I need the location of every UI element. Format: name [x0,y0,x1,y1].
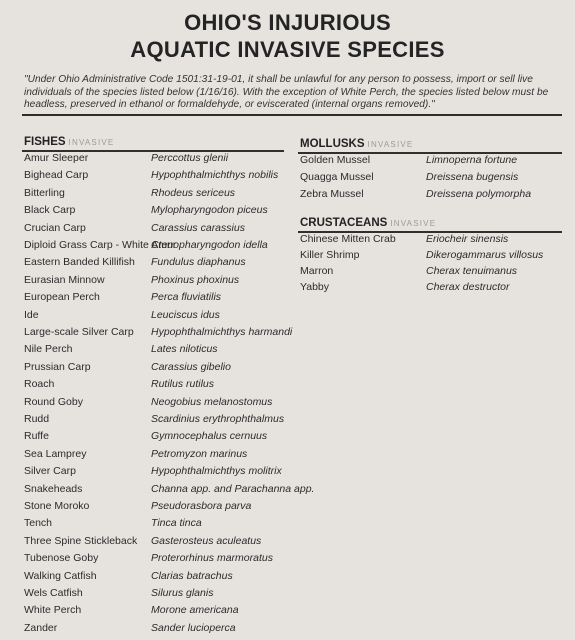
crustaceans-heading-name: CRUSTACEANS [300,217,388,229]
scientific-name: Perccottus glenii [151,152,229,164]
scientific-name: Rutilus rutilus [151,378,215,391]
common-name: Golden Mussel [300,154,371,166]
scientific-name: Lates niloticus [151,343,218,356]
common-name: Bitterling [24,186,65,199]
scientific-name: Cherax destructor [426,281,510,293]
scientific-name: Proterorhinus marmoratus [151,552,273,565]
common-name: Chinese Mitten Crab [300,233,396,245]
common-name: Snakeheads [24,482,83,495]
scientific-name: Eriocheir sinensis [426,233,509,245]
common-name: Roach [24,378,55,391]
crustaceans-heading-tag: INVASIVE [390,219,437,228]
common-name: Large-scale Silver Carp [24,326,134,338]
scientific-name: Leuciscus idus [151,308,220,321]
common-name: Ide [24,308,39,321]
common-name: Quagga Mussel [300,170,374,183]
scientific-name: Cherax tenuimanus [426,265,518,277]
scientific-name: Clarias batrachus [151,569,233,582]
mollusks-heading [300,138,413,150]
scientific-name: Limnoperna fortune [426,154,518,166]
mollusks-heading-tag: INVASIVE [367,140,414,149]
common-name: European Perch [24,291,100,304]
common-name: Yabby [300,281,329,293]
common-name: Sea Lamprey [24,447,87,460]
page-title-line-1: OHIO'S INJURIOUS [184,10,391,35]
common-name: Zebra Mussel [300,187,364,200]
scientific-name: Gymnocephalus cernuus [151,430,268,443]
common-name: Wels Catfish [24,587,83,599]
common-name: Diploid Grass Carp - White Amur [24,239,177,251]
common-name: Black Carp [24,204,76,217]
common-name: Bighead Carp [24,169,89,182]
scientific-name: Dreissena polymorpha [426,187,532,200]
common-name: Tubenose Goby [24,552,99,565]
scientific-name: Morone americana [151,604,239,617]
scientific-name: Petromyzon marinus [151,447,248,460]
common-name: Three Spine Stickleback [24,534,138,547]
fishes-heading-tag: INVASIVE [68,138,115,147]
common-name: Amur Sleeper [24,152,89,164]
common-name: Eastern Banded Killifish [24,256,135,269]
scientific-name: Rhodeus sericeus [151,186,236,199]
scientific-name: Gasterosteus aculeatus [151,534,262,547]
scientific-name: Mylopharyngodon piceus [151,204,268,217]
scientific-name: Ctenopharyngodon idella [151,239,268,251]
scientific-name: Sander lucioperca [151,621,236,634]
scientific-name: Fundulus diaphanus [151,256,246,269]
fishes-heading [24,136,114,148]
scientific-name: Carassius gibelio [151,360,231,373]
common-name: Ruffe [24,430,49,443]
regulation-quote: "Under Ohio Administrative Code 1501:31-19-01, it shall be unlawful for any person to possess, import or sell live individuals of the species listed below (1/16/16). With the exception of White Perch, the species listed below must be headless, preserved in ethanol or formaldehyde, or eviscerated (internal organs removed)." [24,74,549,111]
scientific-name: Neogobius melanostomus [151,395,273,408]
common-name: Round Goby [24,395,83,408]
scientific-name: Phoxinus phoxinus [151,273,240,286]
scientific-name: Hypophthalmichthys harmandi [151,326,293,338]
common-name: White Perch [24,604,82,617]
scientific-name: Pseudorasbora parva [151,500,252,512]
common-name: Zander [24,621,58,634]
common-name: Stone Moroko [24,500,90,512]
scientific-name: Dikerogammarus villosus [426,249,544,261]
common-name: Walking Catfish [24,569,97,582]
common-name: Marron [300,265,334,277]
scientific-name: Hypophthalmichthys nobilis [151,169,279,182]
scientific-name: Silurus glanis [151,587,214,599]
scientific-name: Hypophthalmichthys molitrix [151,465,282,478]
common-name: Nile Perch [24,343,73,356]
common-name: Prussian Carp [24,360,91,373]
scientific-name: Channa app. and Parachanna app. [151,482,315,495]
common-name: Tench [24,517,53,530]
scientific-name: Perca fluviatilis [151,291,222,304]
common-name: Crucian Carp [24,221,86,234]
scientific-name: Dreissena bugensis [426,170,519,183]
fishes-heading-name: FISHES [24,136,66,148]
common-name: Killer Shrimp [300,249,360,261]
common-name: Rudd [24,413,50,425]
common-name: Silver Carp [24,465,76,478]
page-title-line-2: AQUATIC INVASIVE SPECIES [130,37,445,62]
scientific-name: Carassius carassius [151,221,245,234]
scientific-name: Scardinius erythrophthalmus [151,413,285,425]
header-divider [22,114,562,116]
crustaceans-heading [300,217,436,229]
common-name: Eurasian Minnow [24,273,105,286]
scientific-name: Tinca tinca [151,517,202,530]
mollusks-heading-name: MOLLUSKS [300,138,365,150]
